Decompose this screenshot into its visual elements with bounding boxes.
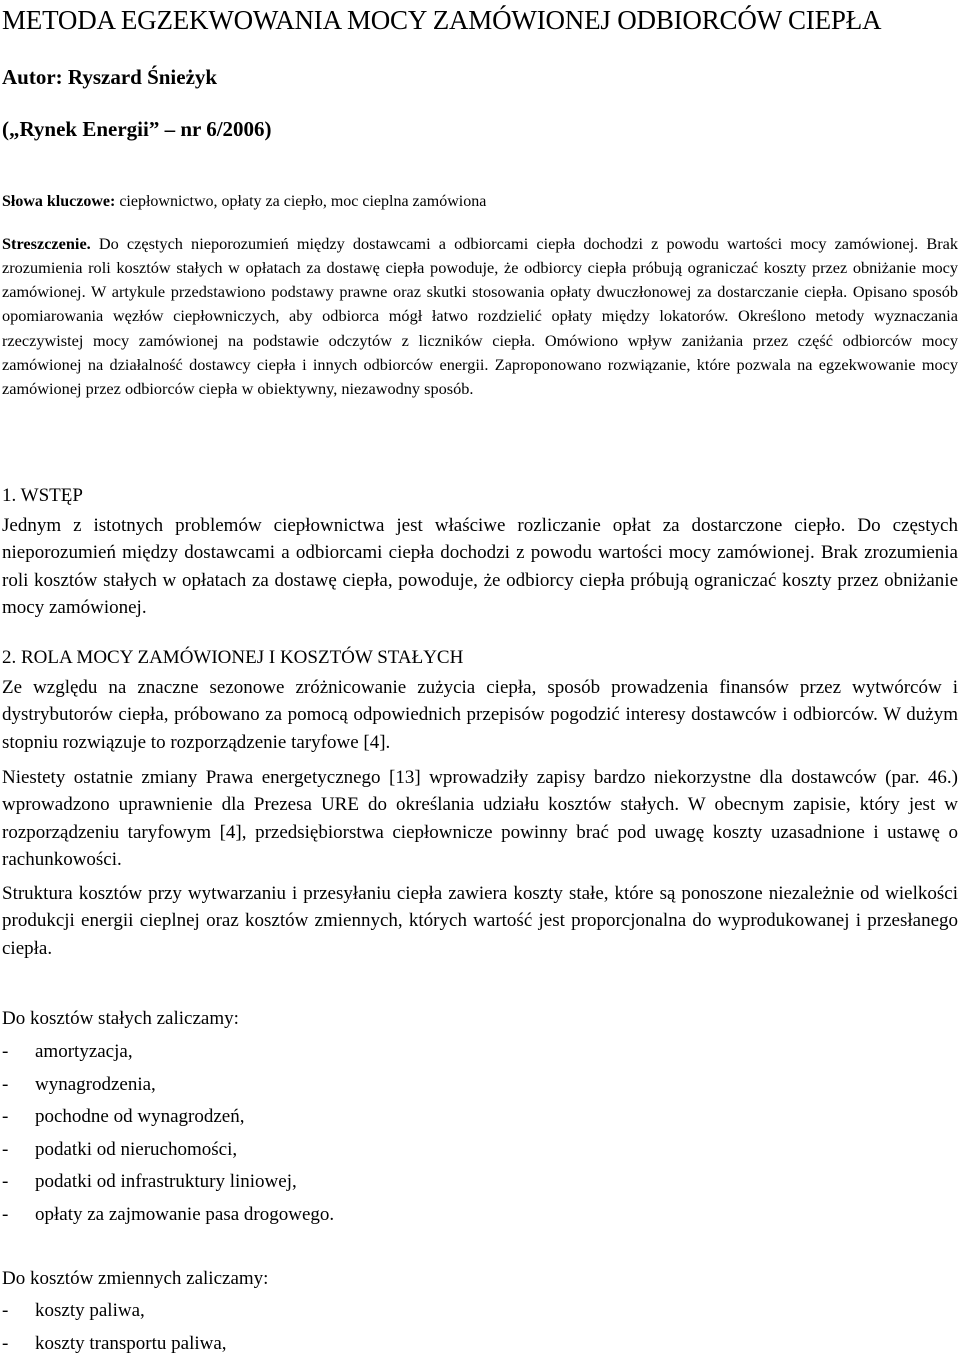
- list-item: [2, 1330, 227, 1362]
- list-item: [2, 1136, 334, 1169]
- list-marker: -: [2, 1203, 9, 1225]
- list-item-text: pochodne od wynagrodzeń,: [35, 1106, 245, 1128]
- keywords-line: [2, 190, 486, 214]
- keywords-text: ciepłownictwo, opłaty za ciepło, moc cieplna zamówiona: [115, 193, 487, 210]
- fixed-costs-lead: Do kosztów stałych zaliczamy:: [2, 1008, 239, 1029]
- list-marker: -: [2, 1300, 9, 1321]
- list-marker: -: [2, 1332, 9, 1354]
- list-item: [2, 1071, 334, 1104]
- intro-paragraph: Jednym z istotnych problemów ciepłownictwa jest właściwe rozliczanie opłat za dostarczone ciepło. Do częstych nieporozumień między dostawcami a odbiorcami ciepła dochodzi z powodu wartości mocy zamówionej. Brak zrozumienia roli kosztów stałych w opłatach za dostawę ciepła, powoduje, że odbiorcy ciepła próbują ograniczać koszty przez obniżanie mocy zamówionej.: [2, 515, 958, 619]
- author-line: Autor: Ryszard Śnieżyk: [2, 65, 218, 89]
- role-paragraph-1: Ze względu na znaczne sezonowe zróżnicowanie zużycia ciepła, sposób prowadzenia finansów przez wytwórców i dystrybutorów ciepła, próbowano za pomocą odpowiednich przepisów pogodzić interesy dostawców i odbiorców. W dużym stopniu rozwiązuje to rozporządzenie taryfowe [4].: [2, 677, 958, 753]
- source-line: („Rynek Energii” – nr 6/2006): [2, 117, 272, 141]
- list-item: [2, 1168, 334, 1201]
- abstract-label: Streszczenie.: [2, 234, 91, 253]
- variable-costs-list: [2, 1297, 227, 1362]
- keywords-label: Słowa kluczowe:: [2, 193, 116, 210]
- list-item-text: amortyzacja,: [35, 1041, 133, 1062]
- list-marker: -: [2, 1041, 9, 1062]
- document-title: METODA EGZEKWOWANIA MOCY ZAMÓWIONEJ ODBIORCÓW CIEPŁA: [2, 5, 882, 35]
- list-item-text: podatki od nieruchomości,: [35, 1138, 238, 1160]
- list-item-text: wynagrodzenia,: [35, 1073, 156, 1095]
- list-marker: -: [2, 1073, 9, 1095]
- role-paragraph-3: Struktura kosztów przy wytwarzaniu i przesyłaniu ciepła zawiera koszty stałe, które są ponoszone niezależnie od wielkości produkcji energii cieplnej oraz kosztów zmiennych, których wartość jest proporcjonalna do wyprodukowanej i przesłanego ciepła.: [2, 883, 958, 959]
- abstract-text: Do częstych nieporozumień między dostawcami a odbiorcami ciepła dochodzi z powodu wartości mocy zamówionej. Brak zrozumienia roli kosztów stałych w opłatach za dostawę ciepła powoduje, że odbiorcy ciepła próbują ograniczać koszty przez obniżanie mocy zamówionej. W artykule przedstawiono podstawy prawne oraz skutki stosowania opłaty dwuczłonowej za dostarczanie ciepła. Opisano sposób opomiarowania węzłów ciepłowniczych, aby odbiorca mógł łatwo rozdzielić opłaty między lokatorów. Określono metody wyznaczania rzeczywistej mocy zamówionej na podstawie odczytów z liczników ciepła. Omówiono wpływ zaniżania przez część odbiorców mocy zamówionej na działalność dostawcy ciepła i innych odbiorców energii. Zaproponowano rozwiązanie, które pozwala na egzekwowanie mocy zamówionej przez odbiorców ciepła w obiektywny, niezawodny sposób.: [2, 234, 958, 398]
- list-marker: -: [2, 1171, 9, 1193]
- list-marker: -: [2, 1138, 9, 1160]
- list-item: [2, 1297, 227, 1330]
- section-heading-role: 2. ROLA MOCY ZAMÓWIONEJ I KOSZTÓW STAŁYCH: [2, 647, 464, 668]
- role-paragraph-2: Niestety ostatnie zmiany Prawa energetycznego [13] wprowadziły zapisy bardzo niekorzystne dla dostawców (par. 46.) wprowadzono uprawnienie dla Prezesa URE do określania udziału kosztów stałych. W obecnym zapisie, który jest w rozporządzeniu taryfowym [4], przedsiębiorstwa ciepłownicze powinny brać pod uwagę koszty uzasadnione i ustawę o rachunkowości.: [2, 767, 958, 871]
- list-marker: -: [2, 1106, 9, 1128]
- list-item: [2, 1038, 334, 1071]
- list-item-text: koszty paliwa,: [35, 1300, 145, 1321]
- list-item-text: koszty transportu paliwa,: [35, 1332, 227, 1354]
- fixed-costs-list: [2, 1038, 334, 1234]
- list-item: [2, 1201, 334, 1234]
- section-heading-intro: 1. WSTĘP: [2, 485, 83, 506]
- list-item-text: podatki od infrastruktury liniowej,: [35, 1171, 297, 1193]
- list-item: [2, 1103, 334, 1136]
- list-item-text: opłaty za zajmowanie pasa drogowego.: [35, 1203, 335, 1225]
- variable-costs-lead: Do kosztów zmiennych zaliczamy:: [2, 1268, 269, 1289]
- abstract-paragraph: [2, 232, 958, 401]
